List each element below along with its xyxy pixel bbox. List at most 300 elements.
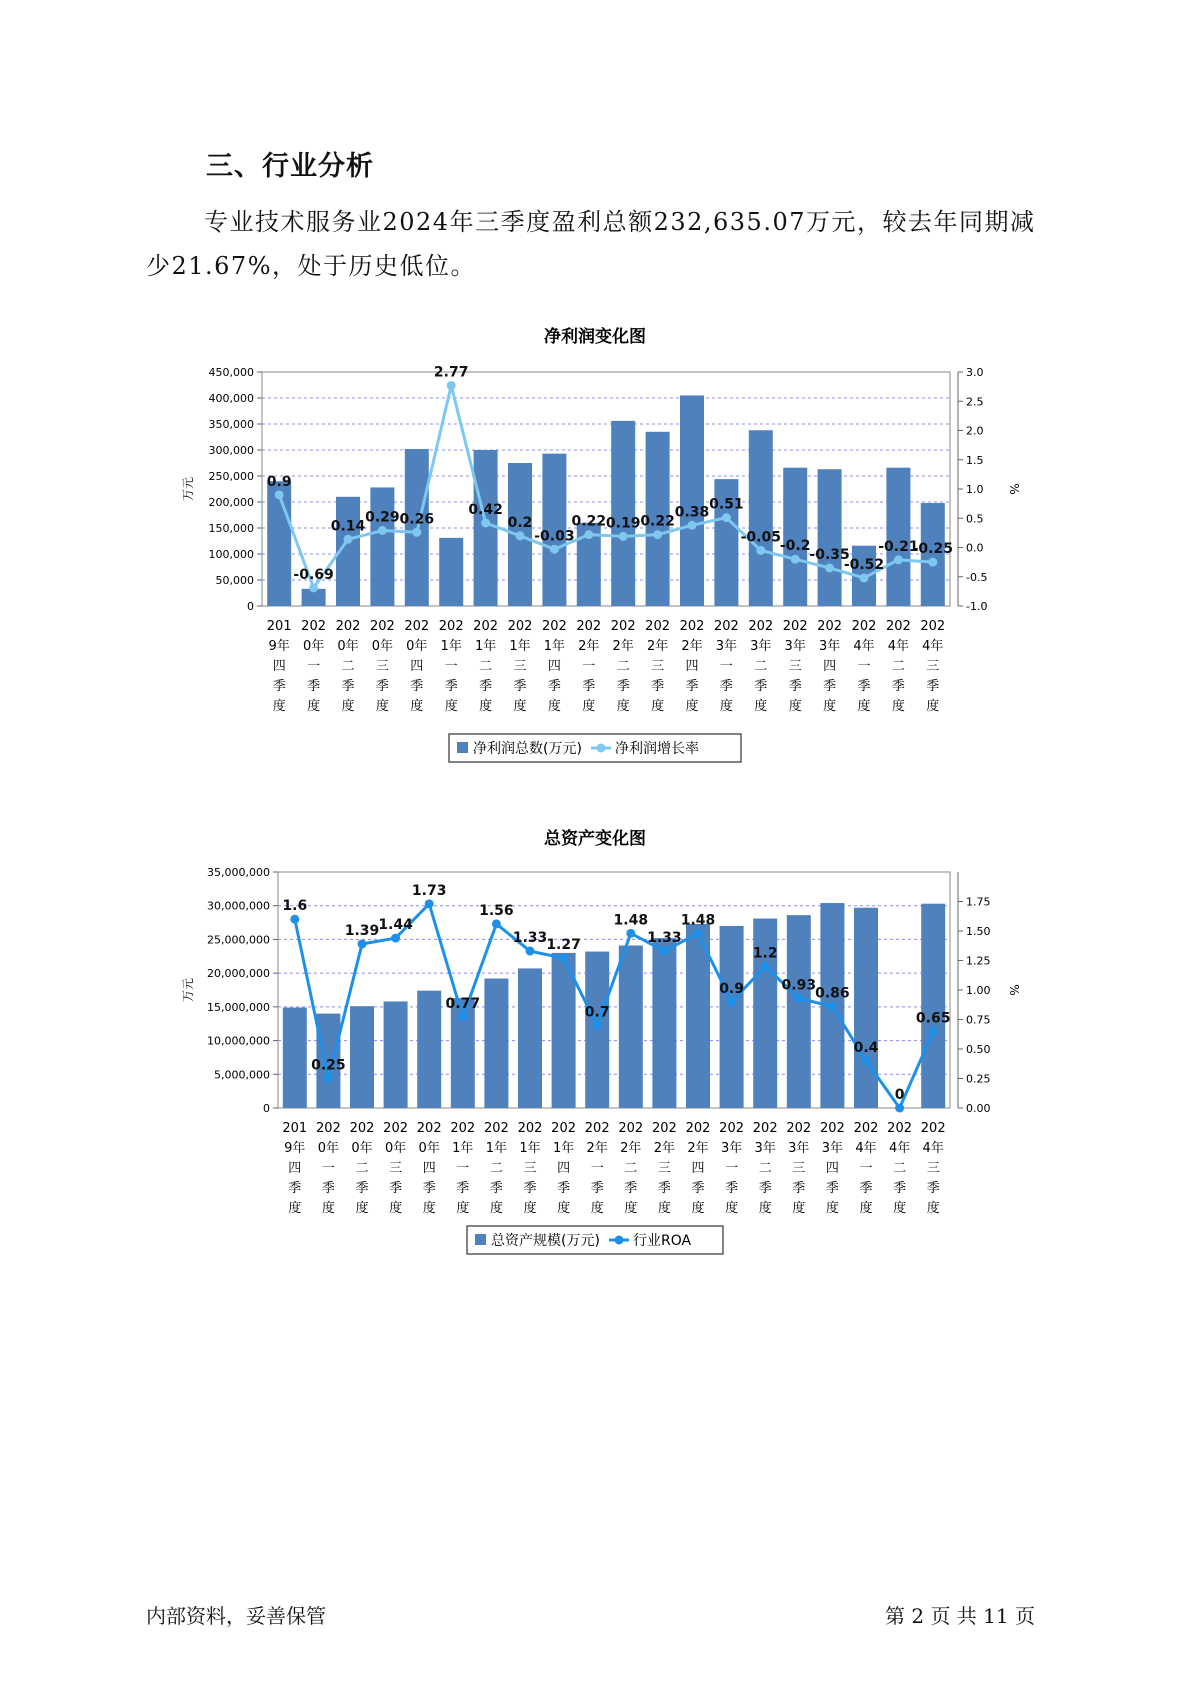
x-tick-text: 度 xyxy=(792,1201,806,1216)
data-label: -0.25 xyxy=(912,541,953,558)
y2-tick-label: 1.25 xyxy=(966,954,991,968)
line-point xyxy=(275,490,284,499)
x-tick-text: 度 xyxy=(825,1201,839,1216)
bar xyxy=(680,395,704,606)
line-point xyxy=(860,573,869,582)
x-tick-text: 度 xyxy=(307,699,321,714)
x-tick-text: 度 xyxy=(758,1201,772,1216)
x-tick-text: 二 xyxy=(754,659,768,674)
x-tick-text: 202 xyxy=(713,619,739,634)
x-tick-text: 3年 xyxy=(821,1141,844,1156)
x-tick-text: 202 xyxy=(618,1121,644,1136)
x-tick-text: 三 xyxy=(513,659,527,674)
bar xyxy=(886,468,910,606)
x-tick-text: 度 xyxy=(422,1201,436,1216)
data-label: 0.7 xyxy=(584,1004,610,1021)
x-tick-text: 1年 xyxy=(519,1141,541,1156)
data-label: 1.56 xyxy=(479,902,514,919)
x-tick-text: 季 xyxy=(341,679,355,694)
x-tick-text: 度 xyxy=(513,699,527,714)
legend-line-label: 行业ROA xyxy=(633,1233,692,1249)
x-tick-text: 一 xyxy=(307,659,321,674)
x-tick-text: 202 xyxy=(551,1121,577,1136)
y-tick-label: 50,000 xyxy=(215,574,254,587)
x-tick-text: 季 xyxy=(691,1181,705,1196)
y2-tick-label: 0.0 xyxy=(966,541,984,555)
x-tick-text: 9年 xyxy=(284,1141,306,1156)
x-tick-text: 202 xyxy=(752,1121,778,1136)
x-tick-label xyxy=(450,1121,475,1216)
x-tick-text: 0年 xyxy=(351,1141,373,1156)
x-tick-text: 度 xyxy=(288,1201,302,1216)
line-point xyxy=(516,531,525,540)
x-tick-text: 季 xyxy=(307,679,321,694)
x-tick-label xyxy=(820,1121,845,1216)
x-tick-text: 4年 xyxy=(853,639,875,654)
data-label: -0.69 xyxy=(293,566,334,583)
x-tick-text: 4年 xyxy=(855,1141,877,1156)
x-tick-text: 季 xyxy=(891,679,905,694)
x-tick-text: 4年 xyxy=(922,639,944,654)
x-tick-text: 度 xyxy=(410,699,424,714)
line-point xyxy=(559,954,568,963)
x-tick-text: 202 xyxy=(819,1121,845,1136)
x-tick-text: 季 xyxy=(926,1181,940,1196)
line-point xyxy=(412,528,421,537)
x-tick-text: 四 xyxy=(272,659,286,674)
x-tick-label xyxy=(786,1121,811,1216)
y2-tick-label: 1.75 xyxy=(966,895,991,909)
data-label: 0 xyxy=(894,1087,905,1103)
x-tick-label xyxy=(518,1121,543,1216)
x-tick-label xyxy=(551,1121,576,1216)
x-tick-label xyxy=(645,619,670,714)
x-tick-text: 0年 xyxy=(406,639,428,654)
x-tick-text: 三 xyxy=(788,659,802,674)
x-tick-text: 四 xyxy=(422,1161,436,1176)
x-tick-text: 度 xyxy=(489,1201,503,1216)
data-label: 0.22 xyxy=(571,513,607,530)
x-tick-label xyxy=(404,619,429,714)
x-tick-text: 季 xyxy=(456,1181,470,1196)
x-tick-text: 季 xyxy=(375,679,389,694)
legend xyxy=(467,1226,723,1254)
bar xyxy=(720,926,744,1108)
x-tick-text: 202 xyxy=(817,619,843,634)
x-tick-text: 季 xyxy=(590,1181,604,1196)
x-tick-text: 202 xyxy=(541,619,567,634)
x-tick-text: 度 xyxy=(375,699,389,714)
x-tick-label xyxy=(921,1121,946,1216)
data-label: 1.2 xyxy=(752,945,778,962)
line-point xyxy=(756,546,765,555)
line-point xyxy=(928,558,937,567)
x-tick-label xyxy=(336,619,361,714)
x-tick-text: 3年 xyxy=(754,1141,776,1156)
x-tick-text: 季 xyxy=(288,1181,302,1196)
data-label: -0.52 xyxy=(843,556,885,573)
line-point xyxy=(761,962,770,971)
x-tick-text: 0年 xyxy=(418,1141,440,1156)
x-tick-label xyxy=(714,619,739,714)
y2-tick-label: -1.0 xyxy=(966,600,988,613)
legend-bar-label: 净利润总数(万元) xyxy=(473,741,582,757)
x-tick-label xyxy=(686,1121,711,1216)
data-label: 1.6 xyxy=(282,898,308,915)
x-tick-text: 202 xyxy=(576,619,602,634)
line-point xyxy=(447,381,456,390)
x-tick-text: 度 xyxy=(479,699,493,714)
bar xyxy=(783,468,807,606)
line-point xyxy=(290,915,299,924)
x-tick-label xyxy=(652,1121,677,1216)
x-tick-text: 202 xyxy=(645,619,671,634)
x-tick-text: 0年 xyxy=(302,639,325,654)
y-tick-label: 150,000 xyxy=(208,522,254,535)
data-label: 0.29 xyxy=(365,509,400,526)
x-tick-label xyxy=(370,619,395,714)
x-tick-text: 0年 xyxy=(337,639,359,654)
x-tick-text: 度 xyxy=(321,1201,335,1216)
line-point xyxy=(425,899,434,908)
x-tick-text: 202 xyxy=(315,1121,341,1136)
line-point xyxy=(626,929,635,938)
x-tick-text: 一 xyxy=(719,659,733,674)
line-point xyxy=(619,532,628,541)
x-tick-text: 202 xyxy=(473,619,499,634)
x-tick-text: 度 xyxy=(823,699,837,714)
x-tick-label xyxy=(748,619,773,714)
x-tick-text: 三 xyxy=(523,1161,537,1176)
x-tick-text: 202 xyxy=(851,619,877,634)
x-tick-text: 202 xyxy=(610,619,636,634)
x-tick-label xyxy=(585,1121,610,1216)
x-tick-text: 季 xyxy=(859,1181,873,1196)
line-point xyxy=(344,535,353,544)
data-label: 1.48 xyxy=(680,912,716,929)
x-tick-text: 度 xyxy=(389,1201,403,1216)
x-tick-text: 4年 xyxy=(888,1141,911,1156)
y-tick-label: 30,000,000 xyxy=(207,899,270,913)
x-tick-label xyxy=(680,619,705,714)
x-tick-text: 季 xyxy=(582,679,596,694)
y-tick-label: 0 xyxy=(263,1102,270,1115)
x-tick-text: 三 xyxy=(792,1161,806,1176)
y2-tick-label: 1.50 xyxy=(966,925,991,938)
y2-tick-label: -0.5 xyxy=(966,570,988,584)
y2-tick-label: 0.25 xyxy=(966,1072,991,1086)
x-tick-text: 季 xyxy=(893,1181,907,1196)
analysis-paragraph: 专业技术服务业2024年三季度盈利总额232,635.07万元，较去年同期减少21.67%，处于历史低位。 xyxy=(146,208,1036,280)
data-label: 1.33 xyxy=(647,930,682,947)
line-point xyxy=(791,555,800,564)
bar xyxy=(417,991,441,1108)
x-tick-text: 2年 xyxy=(681,639,703,654)
x-tick-label xyxy=(753,1121,778,1216)
x-tick-text: 201 xyxy=(266,619,292,634)
y-tick-label: 200,000 xyxy=(208,496,254,509)
y2-tick-label: 1.00 xyxy=(966,984,991,997)
x-tick-text: 二 xyxy=(479,659,493,674)
y-tick-label: 250,000 xyxy=(208,470,254,483)
line-point xyxy=(653,530,662,539)
data-label: -0.35 xyxy=(809,546,850,563)
y2-tick-label: 1.0 xyxy=(966,483,984,496)
x-tick-text: 度 xyxy=(926,699,940,714)
y2-tick-label: 3.0 xyxy=(966,366,984,379)
data-label: 0.4 xyxy=(853,1039,879,1056)
x-tick-text: 度 xyxy=(444,699,458,714)
bar xyxy=(370,487,394,606)
x-tick-text: 1年 xyxy=(552,1141,575,1156)
x-tick-text: 2年 xyxy=(586,1141,608,1156)
x-tick-text: 季 xyxy=(857,679,871,694)
x-tick-text: 度 xyxy=(691,1201,705,1216)
x-tick-text: 2年 xyxy=(646,639,669,654)
x-tick-text: 度 xyxy=(341,699,355,714)
x-tick-text: 度 xyxy=(355,1201,369,1216)
x-tick-text: 三 xyxy=(657,1161,671,1176)
x-tick-label xyxy=(473,619,498,714)
x-tick-text: 一 xyxy=(582,659,596,674)
bar xyxy=(652,938,676,1108)
line-point xyxy=(894,555,903,564)
bar xyxy=(854,908,878,1108)
x-tick-label xyxy=(611,619,636,714)
x-tick-text: 二 xyxy=(616,659,630,674)
x-tick-text: 度 xyxy=(685,699,699,714)
x-tick-label xyxy=(542,619,567,714)
x-tick-text: 季 xyxy=(788,679,802,694)
x-tick-text: 四 xyxy=(691,1161,705,1176)
x-tick-text: 三 xyxy=(926,659,940,674)
chart-title: 净利润变化图 xyxy=(544,327,646,347)
line-point xyxy=(895,1104,904,1113)
x-tick-text: 0年 xyxy=(371,639,394,654)
data-label: 0.86 xyxy=(815,985,850,1002)
x-tick-text: 季 xyxy=(547,679,561,694)
line-point xyxy=(794,994,803,1003)
x-tick-text: 1年 xyxy=(485,1141,508,1156)
data-label: 0.65 xyxy=(915,1010,951,1027)
x-tick-text: 2年 xyxy=(578,639,600,654)
y2-tick-label: 0.50 xyxy=(966,1043,991,1056)
data-label: 0.77 xyxy=(445,996,481,1013)
x-tick-text: 季 xyxy=(489,1181,503,1196)
legend-bar-swatch xyxy=(457,742,468,753)
legend xyxy=(449,734,741,762)
x-tick-text: 季 xyxy=(825,1181,839,1196)
line-point xyxy=(526,947,535,956)
data-label: 0.19 xyxy=(605,515,641,532)
x-tick-label xyxy=(417,1121,442,1216)
line-point xyxy=(324,1074,333,1083)
y2-tick-label: 1.5 xyxy=(966,453,984,467)
x-tick-text: 202 xyxy=(369,619,395,634)
y2-tick-label: 0.5 xyxy=(966,512,984,526)
x-tick-text: 202 xyxy=(507,619,533,634)
x-tick-text: 202 xyxy=(920,619,946,634)
x-tick-text: 202 xyxy=(383,1121,409,1136)
x-tick-text: 季 xyxy=(657,1181,671,1196)
x-tick-text: 二 xyxy=(341,659,355,674)
x-tick-text: 度 xyxy=(557,1201,571,1216)
y-tick-label: 400,000 xyxy=(208,392,254,405)
x-tick-text: 3年 xyxy=(818,639,841,654)
x-tick-text: 度 xyxy=(616,699,630,714)
y-tick-label: 350,000 xyxy=(208,418,254,431)
x-tick-text: 2年 xyxy=(612,639,634,654)
x-tick-text: 度 xyxy=(719,699,733,714)
x-tick-text: 1年 xyxy=(440,639,462,654)
bar xyxy=(619,945,643,1108)
x-tick-text: 202 xyxy=(853,1121,879,1136)
data-label: 1.44 xyxy=(378,917,413,934)
data-label: -0.2 xyxy=(779,538,811,555)
data-label: 0.14 xyxy=(330,518,366,535)
y-tick-label: 35,000,000 xyxy=(207,866,270,879)
bar xyxy=(267,481,291,606)
y-tick-label: 300,000 xyxy=(208,444,254,457)
x-tick-text: 一 xyxy=(456,1161,470,1176)
data-label: -0.03 xyxy=(534,528,575,545)
x-tick-text: 202 xyxy=(719,1121,745,1136)
data-label: 0.42 xyxy=(468,501,503,518)
x-tick-text: 季 xyxy=(422,1181,436,1196)
y-tick-label: 25,000,000 xyxy=(207,933,270,947)
line-point xyxy=(492,919,501,928)
x-tick-text: 季 xyxy=(444,679,458,694)
x-tick-label xyxy=(301,619,326,714)
section-heading: 三、行业分析 xyxy=(206,151,374,182)
x-tick-text: 二 xyxy=(893,1161,907,1176)
x-tick-label xyxy=(439,619,464,714)
x-tick-label xyxy=(267,619,292,714)
line-point xyxy=(929,1027,938,1036)
x-tick-text: 季 xyxy=(389,1181,403,1196)
x-tick-label xyxy=(316,1121,341,1216)
x-tick-label xyxy=(282,1121,307,1216)
footer-confidential: 内部资料，妥善保管 xyxy=(146,1604,326,1628)
bar xyxy=(749,430,773,606)
x-tick-text: 202 xyxy=(887,1121,913,1136)
x-tick-text: 三 xyxy=(651,659,665,674)
data-label: 0.2 xyxy=(507,514,533,531)
x-tick-text: 1年 xyxy=(452,1141,474,1156)
x-tick-text: 三 xyxy=(375,659,389,674)
data-label: 0.38 xyxy=(674,504,710,521)
line-point xyxy=(593,1021,602,1030)
line-point xyxy=(828,1002,837,1011)
x-tick-text: 季 xyxy=(651,679,665,694)
x-tick-text: 度 xyxy=(547,699,561,714)
line-point xyxy=(550,545,559,554)
x-tick-text: 度 xyxy=(272,699,286,714)
x-tick-text: 一 xyxy=(444,659,458,674)
line-point xyxy=(862,1056,871,1065)
x-tick-text: 季 xyxy=(758,1181,772,1196)
x-tick-text: 4年 xyxy=(922,1141,944,1156)
line-point xyxy=(358,939,367,948)
y2-tick-label: 2.0 xyxy=(966,424,984,438)
x-tick-text: 度 xyxy=(788,699,802,714)
x-tick-text: 季 xyxy=(321,1181,335,1196)
x-tick-label xyxy=(817,619,842,714)
x-tick-text: 202 xyxy=(404,619,430,634)
y2-axis-title: % xyxy=(1007,483,1021,495)
data-label: 0.9 xyxy=(266,473,292,490)
x-tick-text: 季 xyxy=(719,679,733,694)
x-tick-text: 季 xyxy=(624,1181,638,1196)
x-tick-text: 三 xyxy=(926,1161,940,1176)
x-tick-label xyxy=(719,1121,744,1216)
y-tick-label: 0 xyxy=(247,600,254,613)
data-label: 0.26 xyxy=(399,511,435,528)
bar xyxy=(518,968,542,1108)
y-tick-label: 5,000,000 xyxy=(214,1068,270,1082)
x-tick-text: 1年 xyxy=(474,639,497,654)
x-tick-text: 0年 xyxy=(384,1141,407,1156)
x-tick-text: 4年 xyxy=(887,639,910,654)
x-tick-text: 202 xyxy=(483,1121,509,1136)
x-tick-text: 度 xyxy=(926,1201,940,1216)
x-tick-label xyxy=(484,1121,509,1216)
x-tick-label xyxy=(920,619,945,714)
x-tick-text: 202 xyxy=(349,1121,375,1136)
x-tick-text: 202 xyxy=(685,1121,711,1136)
x-tick-text: 季 xyxy=(355,1181,369,1196)
y-tick-label: 20,000,000 xyxy=(207,967,270,981)
line-point xyxy=(727,997,736,1006)
line-point xyxy=(694,929,703,938)
x-tick-text: 一 xyxy=(590,1161,604,1176)
x-tick-text: 2年 xyxy=(620,1141,642,1156)
y-tick-label: 10,000,000 xyxy=(207,1034,270,1048)
bar xyxy=(384,1001,408,1108)
data-label: -0.05 xyxy=(740,529,781,546)
x-tick-text: 季 xyxy=(725,1181,739,1196)
x-tick-text: 202 xyxy=(584,1121,610,1136)
data-label: 1.27 xyxy=(546,937,581,954)
legend-line-label: 净利润增长率 xyxy=(615,741,699,757)
x-tick-text: 度 xyxy=(651,699,665,714)
x-tick-label xyxy=(887,1121,912,1216)
data-label: 0.25 xyxy=(311,1057,346,1074)
line-point xyxy=(309,583,318,592)
x-tick-text: 四 xyxy=(410,659,424,674)
x-tick-text: 四 xyxy=(288,1161,302,1176)
footer-page-number: 第 2 页 共 11 页 xyxy=(885,1604,1035,1628)
x-tick-label xyxy=(508,619,533,714)
x-tick-text: 季 xyxy=(823,679,837,694)
legend-line-marker xyxy=(597,744,606,753)
x-tick-text: 3年 xyxy=(750,639,772,654)
line-point xyxy=(391,934,400,943)
x-tick-text: 季 xyxy=(523,1181,537,1196)
x-tick-text: 四 xyxy=(557,1161,571,1176)
x-tick-text: 9年 xyxy=(268,639,290,654)
x-tick-text: 202 xyxy=(301,619,327,634)
x-tick-text: 季 xyxy=(479,679,493,694)
x-tick-text: 201 xyxy=(282,1121,308,1136)
legend-bar-swatch xyxy=(475,1234,486,1245)
x-tick-text: 季 xyxy=(272,679,286,694)
line-point xyxy=(660,947,669,956)
x-tick-label xyxy=(350,1121,375,1216)
x-tick-text: 1年 xyxy=(509,639,531,654)
x-tick-text: 度 xyxy=(754,699,768,714)
x-tick-text: 度 xyxy=(582,699,596,714)
